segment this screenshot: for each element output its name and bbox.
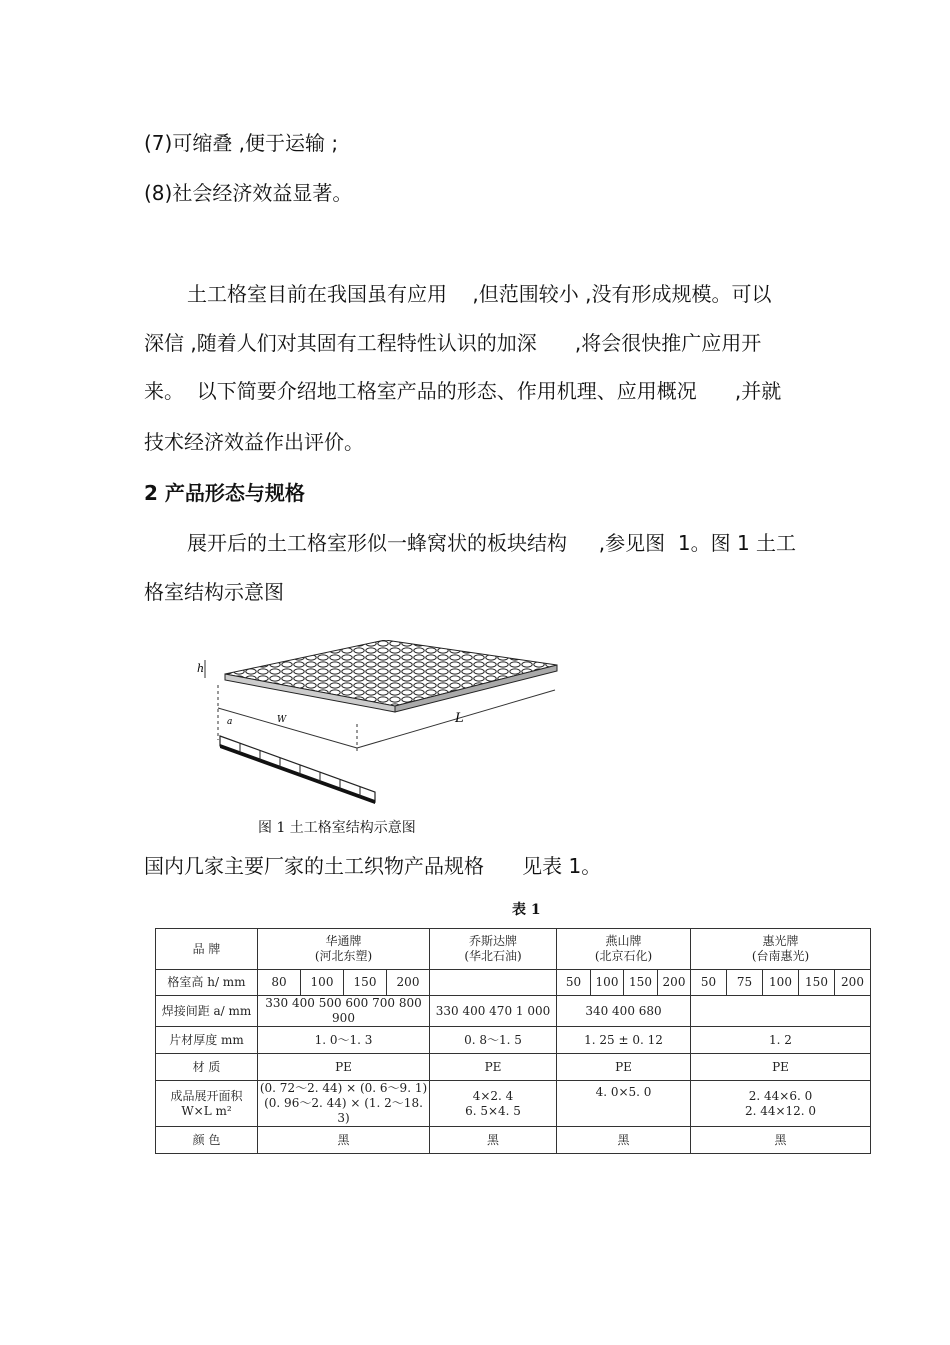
table-cell: 黑 <box>430 1127 557 1154</box>
row-label: 材 质 <box>156 1054 258 1081</box>
spec-table <box>155 928 871 1154</box>
label-l: L <box>455 711 464 726</box>
label-w: W <box>277 715 287 725</box>
table-cell: 200 <box>835 970 871 996</box>
table-cell: 0. 8～1. 5 <box>430 1027 557 1054</box>
table-cell: 4×2. 4 6. 5×4. 5 <box>430 1081 557 1127</box>
geocell-mat <box>225 640 557 712</box>
brand-header: 乔斯达牌 (华北石油) <box>430 929 557 970</box>
row-label: 焊接间距 a/ mm <box>156 996 258 1027</box>
table-cell: 330 400 470 1 000 <box>430 996 557 1027</box>
text-line: 格室结构示意图 <box>144 580 284 604</box>
text-line: 深信 ,随着人们对其固有工程特性认识的加深 ,将会很快推广应用开 <box>144 331 762 355</box>
table-cell: 黑 <box>691 1127 871 1154</box>
table-cell: 1. 2 <box>691 1027 871 1054</box>
label-a: a <box>227 717 233 727</box>
table-cell: 50 <box>691 970 727 996</box>
table-cell: PE <box>691 1054 871 1081</box>
row-label: 品 牌 <box>156 929 258 970</box>
table-cell: 2. 44×6. 0 2. 44×12. 0 <box>691 1081 871 1127</box>
table-cell: 1. 25 ± 0. 12 <box>557 1027 691 1054</box>
table-cell: 黑 <box>557 1127 691 1154</box>
table-cell: 150 <box>799 970 835 996</box>
table-row <box>156 970 871 996</box>
text-line: 土工格室目前在我国虽有应用 ,但范围较小 ,没有形成规模。可以 <box>187 282 772 306</box>
table-row <box>156 1027 871 1054</box>
table-cell: 340 400 680 <box>557 996 691 1027</box>
table-cell: PE <box>430 1054 557 1081</box>
table-cell: 200 <box>658 970 691 996</box>
table-row <box>156 1054 871 1081</box>
table-cell: 4. 0×5. 0 <box>557 1081 691 1127</box>
table-cell: 330 400 500 600 700 800 900 <box>258 996 430 1027</box>
brand-header: 燕山牌 (北京石化) <box>557 929 691 970</box>
row-label: 成品展开面积 W×L m² <box>156 1081 258 1127</box>
text-line: 来。 以下简要介绍地工格室产品的形态、作用机理、应用概况 ,并就 <box>144 379 782 403</box>
text-line: 展开后的土工格室形似一蜂窝状的板块结构 ,参见图 1。图 1 土工 <box>187 531 797 555</box>
brand-header: 华通牌 (河北东塑) <box>258 929 430 970</box>
table-cell: 150 <box>624 970 658 996</box>
table-row <box>156 1081 871 1127</box>
row-label: 颜 色 <box>156 1127 258 1154</box>
table-cell <box>430 970 557 996</box>
table-row <box>156 996 871 1027</box>
table-reference: 国内几家主要厂家的土工织物产品规格 见表 1。 <box>144 854 602 878</box>
list-item-8: (8)社会经济效益显著。 <box>144 181 353 205</box>
table-row <box>156 1127 871 1154</box>
text-line: 技术经济效益作出评价。 <box>144 430 364 454</box>
table-row <box>156 929 871 970</box>
row-label: 片材厚度 mm <box>156 1027 258 1054</box>
label-h: h <box>197 662 205 675</box>
list-item-7: (7)可缩叠 ,便于运输 ; <box>144 131 339 155</box>
table-cell: 黑 <box>258 1127 430 1154</box>
table-cell: 50 <box>557 970 591 996</box>
table-cell: 150 <box>344 970 387 996</box>
table-cell: 80 <box>258 970 301 996</box>
table-cell <box>691 996 871 1027</box>
table-cell: 1. 0～1. 3 <box>258 1027 430 1054</box>
table-cell: (0. 72～2. 44) × (0. 6～9. 1) (0. 96～2. 44) × (1. 2～18. 3) <box>258 1081 430 1127</box>
table-cell: PE <box>258 1054 430 1081</box>
table-cell: 75 <box>727 970 763 996</box>
table-cell: 100 <box>763 970 799 996</box>
figure-caption: 图 1 土工格室结构示意图 <box>258 820 416 836</box>
table-title: 表 1 <box>512 902 541 918</box>
table-cell: 200 <box>387 970 430 996</box>
geocell-figure <box>185 640 575 810</box>
row-label: 格室高 h/ mm <box>156 970 258 996</box>
table-cell: 100 <box>301 970 344 996</box>
brand-header: 惠光牌 (台南惠光) <box>691 929 871 970</box>
table-cell: PE <box>557 1054 691 1081</box>
section-heading: 2 产品形态与规格 <box>144 481 305 505</box>
table-cell: 100 <box>591 970 624 996</box>
